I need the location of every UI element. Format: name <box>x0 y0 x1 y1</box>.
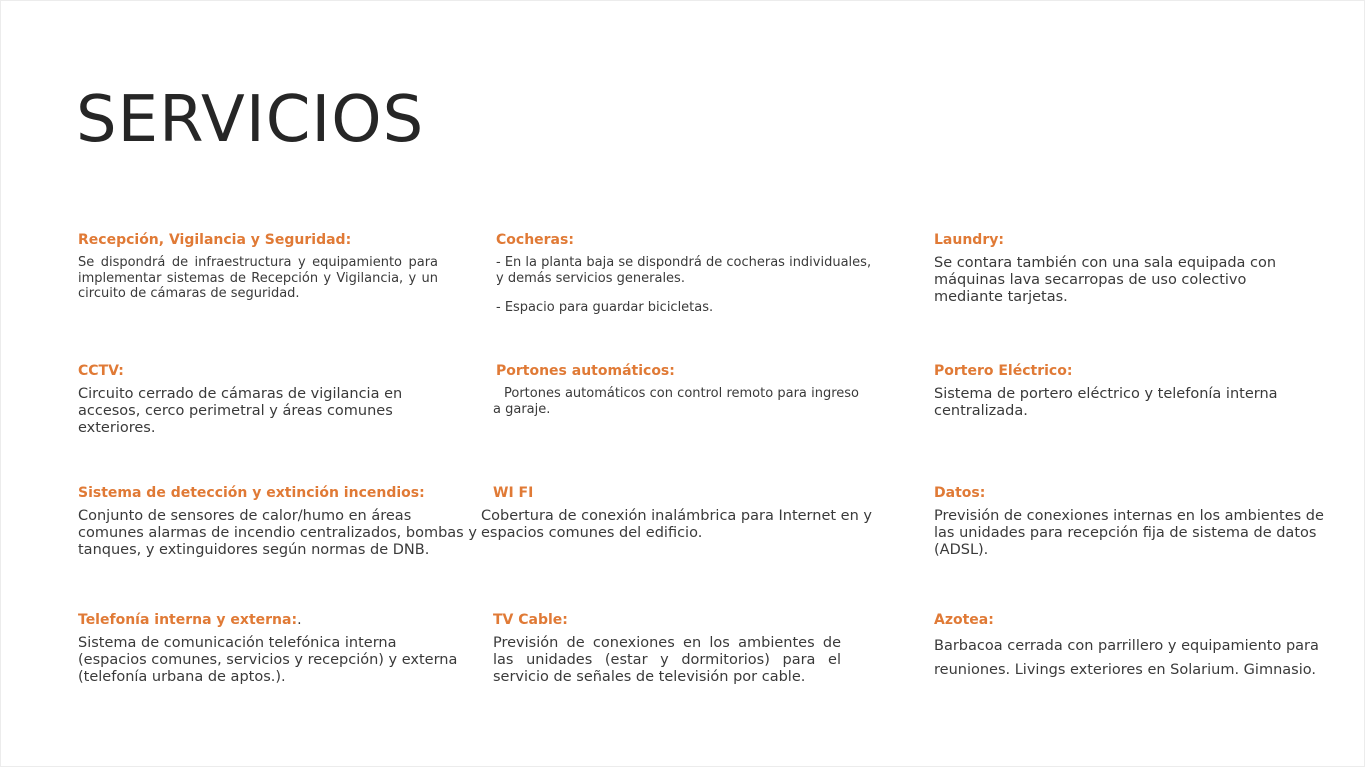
section-text: Conjunto de sensores de calor/humo en áreas comunes alarmas de incendio centralizados, bombas y tanques, y extinguidores según normas de DNB. <box>78 508 477 558</box>
section-text: Previsión de conexiones internas en los ambientes de las unidades para recepción fija de sistema de datos (ADSL). <box>934 508 1324 558</box>
section-datos <box>934 484 1324 558</box>
section-text: Circuito cerrado de cámaras de vigilancia en accesos, cerco perimetral y áreas comunes exteriores. <box>78 386 403 436</box>
section-recepcion <box>78 231 438 302</box>
section-heading: Portones automáticos: <box>496 363 675 379</box>
section-incendios <box>78 484 478 558</box>
section-heading: Cocheras: <box>496 232 574 248</box>
section-heading: Azotea: <box>934 612 994 628</box>
section-heading: Sistema de detección y extinción incendios: <box>78 485 425 501</box>
section-heading-label: Telefonía interna y externa: <box>78 612 298 628</box>
section-laundry <box>934 231 1318 305</box>
section-heading: WI FI <box>493 485 534 501</box>
section-heading <box>78 611 466 629</box>
section-text: Se dispondrá de infraestructura y equipamiento para implementar sistemas de Recepción y Vigilancia, y un circuito de cámaras de seguridad. <box>78 255 438 301</box>
section-text: Previsión de conexiones en los ambientes de las unidades (estar y dormitorios) para el servicio de señales de televisión por cable. <box>493 635 841 685</box>
section-portones <box>493 362 859 417</box>
page-title: SERVICIOS <box>76 83 425 157</box>
section-heading: Recepción, Vigilancia y Seguridad: <box>78 232 352 248</box>
section-text: Barbacoa cerrada con parrillero y equipamiento para reuniones. Livings exteriores en Solarium. Gimnasio. <box>934 638 1319 678</box>
section-text: Portones automáticos con control remoto para ingreso a garaje. <box>493 386 859 417</box>
section-heading: Datos: <box>934 485 986 501</box>
section-text: Sistema de comunicación telefónica interna (espacios comunes, servicios y recepción) y externa (telefonía urbana de aptos.). <box>78 635 458 685</box>
section-text: Cobertura de conexión inalámbrica para Internet en y espacios comunes del edificio. <box>481 508 872 541</box>
section-telefonia <box>78 611 466 685</box>
section-text: - En la planta baja se dispondrá de cocheras individuales, y demás servicios generales. <box>496 255 872 286</box>
section-heading: TV Cable: <box>493 612 568 628</box>
section-azotea <box>934 611 1324 682</box>
section-text: Se contara también con una sala equipada con máquinas lava secarropas de uso colectivo mediante tarjetas. <box>934 255 1277 305</box>
section-cocheras <box>496 231 880 316</box>
section-text: - Espacio para guardar bicicletas. <box>496 300 714 315</box>
section-tvcable <box>493 611 841 685</box>
section-wifi <box>481 484 877 542</box>
section-cctv <box>78 362 466 436</box>
section-heading-suffix: . <box>297 612 302 628</box>
section-heading: CCTV: <box>78 363 124 379</box>
section-heading: Portero Eléctrico: <box>934 363 1073 379</box>
section-heading: Laundry: <box>934 232 1004 248</box>
section-text: Sistema de portero eléctrico y telefonía interna centralizada. <box>934 386 1278 419</box>
section-portero <box>934 362 1318 420</box>
